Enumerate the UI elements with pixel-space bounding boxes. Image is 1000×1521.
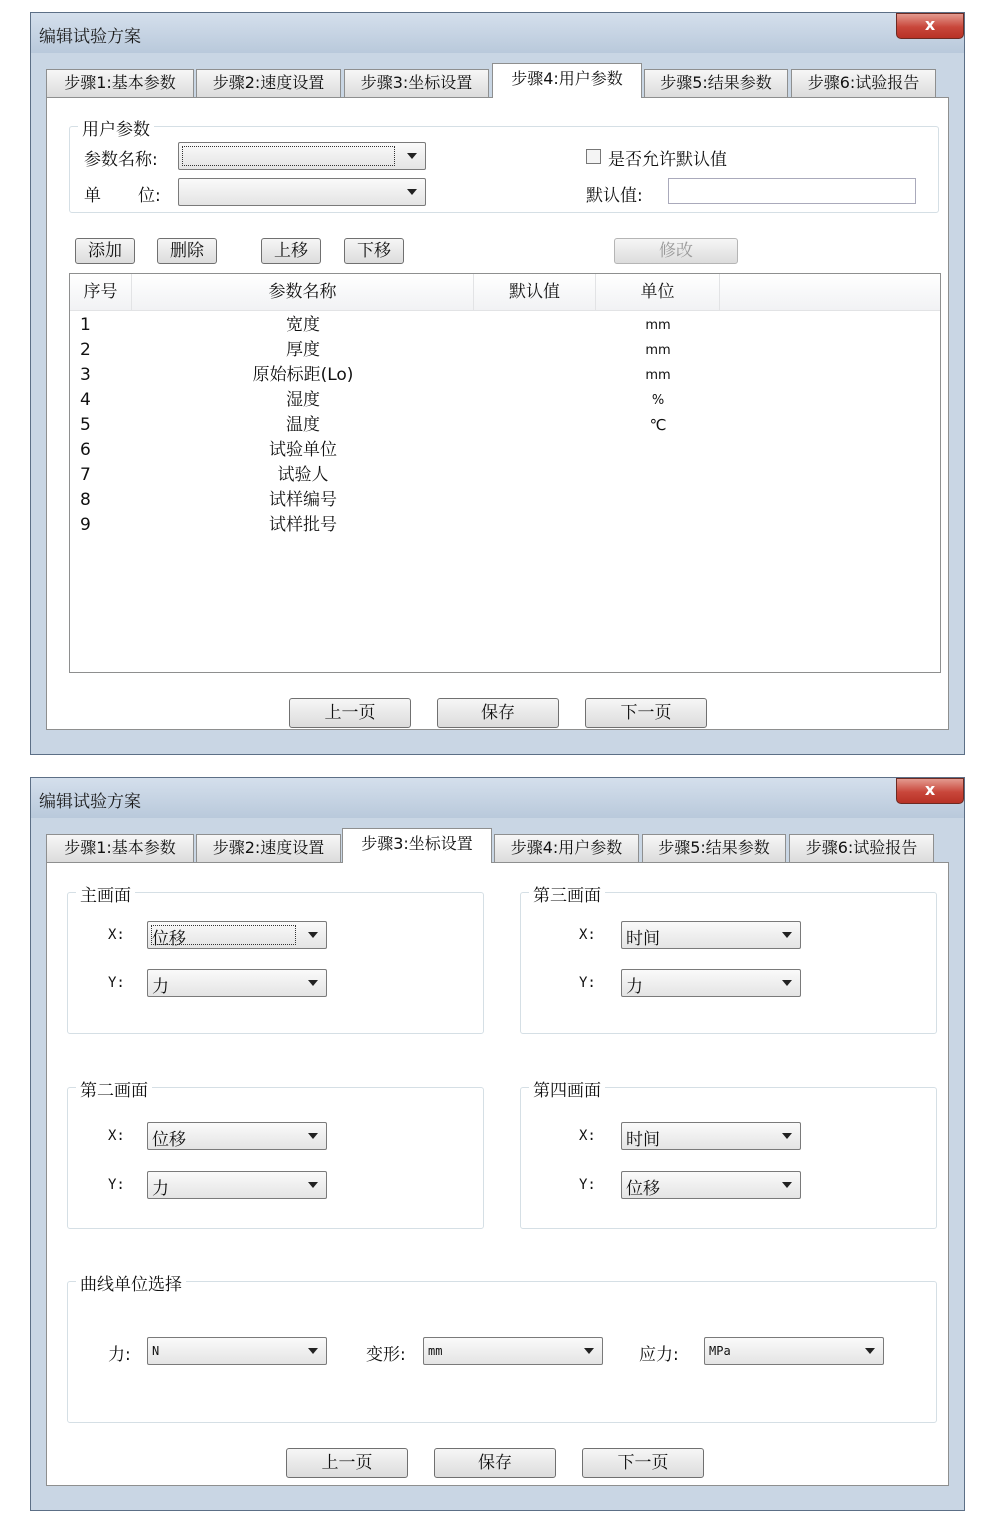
third-y-value: 力 xyxy=(626,977,643,997)
second-screen-group xyxy=(67,1081,484,1229)
row-unit: % xyxy=(651,393,665,408)
move-up-button[interactable]: 上移 xyxy=(261,238,321,264)
row-unit xyxy=(596,463,720,488)
row-unit: mm xyxy=(645,343,671,358)
second-y-select[interactable] xyxy=(147,1171,327,1199)
second-x-select[interactable] xyxy=(147,1122,327,1150)
focus-rect xyxy=(182,146,395,166)
table-row[interactable] xyxy=(70,463,940,488)
modify-button[interactable]: 修改 xyxy=(614,238,738,264)
add-button[interactable]: 添加 xyxy=(75,238,135,264)
deform-unit-label: 变形: xyxy=(366,1345,406,1365)
dialog-edit-test-plan-step3 xyxy=(30,777,965,1511)
next-page-button[interactable]: 下一页 xyxy=(582,1448,704,1478)
row-unit: mm xyxy=(645,368,671,383)
chevron-down-icon xyxy=(782,932,792,938)
close-button[interactable]: x xyxy=(896,13,964,39)
y-axis-label: Y: xyxy=(579,975,596,991)
row-default xyxy=(474,463,596,488)
deform-unit-value: mm xyxy=(428,1344,443,1358)
fourth-y-select[interactable] xyxy=(621,1171,801,1199)
title-bar[interactable] xyxy=(31,13,964,53)
row-name: 试验单位 xyxy=(269,440,337,460)
row-unit xyxy=(596,438,720,463)
row-default xyxy=(474,313,596,338)
chevron-down-icon xyxy=(782,980,792,986)
column-header-index[interactable]: 序号 xyxy=(70,274,132,310)
curve-units-group xyxy=(67,1275,937,1423)
stress-unit-select[interactable] xyxy=(704,1337,884,1365)
row-unit: ℃ xyxy=(649,416,667,434)
y-axis-label: Y: xyxy=(579,1177,596,1193)
chevron-down-icon xyxy=(782,1182,792,1188)
group-title: 用户参数 xyxy=(78,115,154,140)
third-x-value: 时间 xyxy=(626,929,660,949)
force-unit-select[interactable] xyxy=(147,1337,327,1365)
default-value-input[interactable] xyxy=(668,178,916,204)
table-header xyxy=(70,274,940,311)
force-unit-value: N xyxy=(152,1344,160,1358)
column-header-unit[interactable]: 单位 xyxy=(596,274,720,310)
row-index: 7 xyxy=(80,465,91,485)
chevron-down-icon xyxy=(584,1348,594,1354)
table-row[interactable] xyxy=(70,338,940,363)
y-axis-label: Y: xyxy=(108,1177,125,1193)
tab-step5[interactable]: 步骤5:结果参数 xyxy=(644,69,788,97)
row-default xyxy=(474,513,596,538)
chevron-down-icon xyxy=(407,189,417,195)
second-y-value: 力 xyxy=(152,1179,169,1199)
unit-label-char1: 单 xyxy=(84,186,101,206)
chevron-down-icon xyxy=(865,1348,875,1354)
row-index: 8 xyxy=(80,490,91,510)
group-title: 第三画面 xyxy=(529,881,605,906)
prev-page-button[interactable]: 上一页 xyxy=(289,698,411,728)
third-x-select[interactable] xyxy=(621,921,801,949)
fourth-x-select[interactable] xyxy=(621,1122,801,1150)
tab-step3[interactable]: 步骤3:坐标设置 xyxy=(342,828,492,863)
second-x-value: 位移 xyxy=(152,1130,186,1150)
main-y-value: 力 xyxy=(152,977,169,997)
param-name-label: 参数名称: xyxy=(84,150,158,170)
row-default xyxy=(474,388,596,413)
group-title: 主画面 xyxy=(76,881,135,906)
row-default xyxy=(474,488,596,513)
x-axis-label: X: xyxy=(108,927,125,943)
row-index: 5 xyxy=(80,415,91,435)
third-y-select[interactable] xyxy=(621,969,801,997)
chevron-down-icon xyxy=(308,980,318,986)
param-name-select[interactable] xyxy=(178,142,426,170)
tab-step2[interactable]: 步骤2:速度设置 xyxy=(196,834,341,862)
user-params-table[interactable] xyxy=(69,273,941,673)
chevron-down-icon xyxy=(308,1348,318,1354)
row-name: 试样编号 xyxy=(269,490,337,510)
group-title: 曲线单位选择 xyxy=(76,1270,186,1295)
row-default xyxy=(474,438,596,463)
chevron-down-icon xyxy=(308,1133,318,1139)
main-y-select[interactable] xyxy=(147,969,327,997)
x-axis-label: X: xyxy=(579,1128,596,1144)
force-unit-label: 力: xyxy=(108,1345,131,1365)
third-screen-group xyxy=(520,886,937,1034)
table-row[interactable] xyxy=(70,388,940,413)
row-index: 3 xyxy=(80,365,91,385)
tab-step6[interactable]: 步骤6:试验报告 xyxy=(789,834,934,862)
row-name: 湿度 xyxy=(286,390,320,410)
fourth-x-value: 时间 xyxy=(626,1130,660,1150)
row-unit: mm xyxy=(645,318,671,333)
window-title: 编辑试验方案 xyxy=(39,27,141,47)
tab-panel-user-params xyxy=(46,97,949,730)
dialog-edit-test-plan-step4 xyxy=(30,12,965,755)
table-row[interactable] xyxy=(70,313,940,338)
row-default xyxy=(474,363,596,388)
allow-default-checkbox[interactable] xyxy=(586,149,601,164)
table-row[interactable] xyxy=(70,513,940,538)
table-row[interactable] xyxy=(70,438,940,463)
unit-label-char2: 位: xyxy=(138,186,161,206)
y-axis-label: Y: xyxy=(108,975,125,991)
move-down-button[interactable]: 下移 xyxy=(344,238,404,264)
row-name: 原始标距(Lo) xyxy=(252,365,354,385)
table-row[interactable] xyxy=(70,488,940,513)
window-title: 编辑试验方案 xyxy=(39,792,141,812)
table-row[interactable] xyxy=(70,413,940,438)
row-default xyxy=(474,413,596,438)
row-unit xyxy=(596,488,720,513)
tab-bar xyxy=(46,832,944,862)
row-index: 9 xyxy=(80,515,91,535)
row-index: 4 xyxy=(80,390,91,410)
tab-step6[interactable]: 步骤6:试验报告 xyxy=(791,69,936,97)
save-button[interactable]: 保存 xyxy=(434,1448,556,1478)
main-x-value: 位移 xyxy=(152,929,186,949)
tab-step5[interactable]: 步骤5:结果参数 xyxy=(642,834,786,862)
deform-unit-select[interactable] xyxy=(423,1337,603,1365)
row-name: 试验人 xyxy=(277,465,329,485)
fourth-screen-group xyxy=(520,1081,937,1229)
tab-step3[interactable]: 步骤3:坐标设置 xyxy=(344,69,489,97)
user-params-group xyxy=(69,120,939,213)
tab-bar xyxy=(46,67,944,97)
main-x-select[interactable] xyxy=(147,921,327,949)
allow-default-label: 是否允许默认值 xyxy=(608,150,727,170)
stress-unit-value: MPa xyxy=(709,1344,731,1358)
unit-select[interactable] xyxy=(178,178,426,206)
table-row[interactable] xyxy=(70,363,940,388)
default-value-label: 默认值: xyxy=(586,186,643,206)
row-index: 2 xyxy=(80,340,91,360)
row-name: 厚度 xyxy=(286,340,320,360)
row-name: 温度 xyxy=(286,415,320,435)
row-index: 1 xyxy=(80,315,91,335)
row-name: 宽度 xyxy=(286,315,320,335)
group-title: 第四画面 xyxy=(529,1076,605,1101)
tab-step1[interactable]: 步骤1:基本参数 xyxy=(46,834,194,862)
save-button[interactable]: 保存 xyxy=(437,698,559,728)
group-title: 第二画面 xyxy=(76,1076,152,1101)
title-bar[interactable] xyxy=(31,778,964,818)
prev-page-button[interactable]: 上一页 xyxy=(286,1448,408,1478)
chevron-down-icon xyxy=(782,1133,792,1139)
next-page-button[interactable]: 下一页 xyxy=(585,698,707,728)
tab-step4[interactable]: 步骤4:用户参数 xyxy=(494,834,639,862)
chevron-down-icon xyxy=(308,1182,318,1188)
chevron-down-icon xyxy=(407,153,417,159)
column-header-default[interactable]: 默认值 xyxy=(474,274,596,310)
tab-step1[interactable]: 步骤1:基本参数 xyxy=(46,69,194,97)
tab-panel-coordinates xyxy=(46,862,949,1486)
delete-button[interactable]: 删除 xyxy=(157,238,217,264)
row-unit xyxy=(596,513,720,538)
column-header-name[interactable]: 参数名称 xyxy=(132,274,474,310)
x-axis-label: X: xyxy=(579,927,596,943)
row-name: 试样批号 xyxy=(269,515,337,535)
close-button[interactable]: x xyxy=(896,778,964,804)
main-screen-group xyxy=(67,886,484,1034)
row-default xyxy=(474,338,596,363)
stress-unit-label: 应力: xyxy=(639,1345,679,1365)
fourth-y-value: 位移 xyxy=(626,1179,660,1199)
chevron-down-icon xyxy=(308,932,318,938)
row-index: 6 xyxy=(80,440,91,460)
tab-step4[interactable]: 步骤4:用户参数 xyxy=(492,63,642,98)
x-axis-label: X: xyxy=(108,1128,125,1144)
tab-step2[interactable]: 步骤2:速度设置 xyxy=(196,69,341,97)
